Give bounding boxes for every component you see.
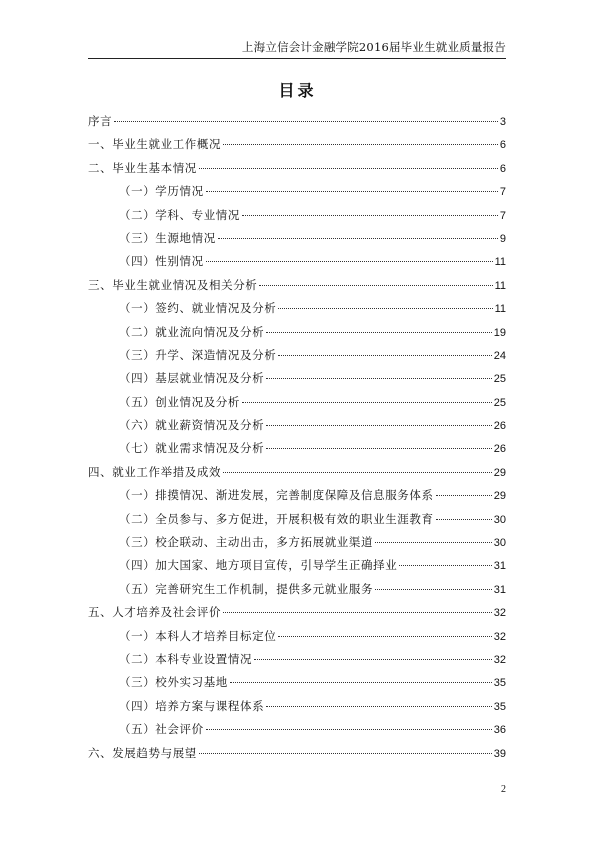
- toc-entry[interactable]: [88, 440, 506, 463]
- toc-dot-leader: [278, 308, 492, 309]
- toc-entry-page: 26: [493, 420, 506, 433]
- toc-entry[interactable]: [88, 136, 506, 159]
- toc-entry-text: （三）校外实习基地: [119, 675, 228, 690]
- toc-entry-page: 11: [494, 279, 506, 292]
- toc-dot-leader: [266, 332, 492, 333]
- toc-entry-text: （七）就业需求情况及分析: [119, 441, 265, 456]
- toc-entry-text: （二）就业流向情况及分析: [119, 324, 265, 339]
- toc-entry[interactable]: [88, 557, 506, 580]
- toc-entry-page: 7: [499, 209, 506, 222]
- toc-dot-leader: [266, 706, 492, 707]
- toc-entry[interactable]: [88, 745, 506, 768]
- toc-entry-page: 19: [493, 326, 506, 339]
- toc-entry-text: 序言: [88, 114, 113, 128]
- toc-entry[interactable]: [88, 604, 506, 627]
- toc-entry-page: 6: [499, 139, 506, 152]
- toc-dot-leader: [230, 682, 492, 683]
- toc-entry-text: （五）完善研究生工作机制，提供多元就业服务: [119, 581, 374, 596]
- toc-dot-leader: [223, 612, 492, 613]
- toc-entry-page: 24: [493, 349, 506, 362]
- toc-entry-text: （二）全员参与、多方促进，开展积极有效的职业生涯教育: [119, 511, 434, 526]
- toc-dot-leader: [436, 495, 492, 496]
- toc-dot-leader: [278, 636, 491, 637]
- toc-entry[interactable]: [88, 253, 506, 276]
- toc-dot-leader: [223, 144, 498, 145]
- toc-entry[interactable]: [88, 628, 506, 651]
- toc-entry-text: 二、毕业生基本情况: [88, 160, 197, 175]
- toc-entry[interactable]: [88, 674, 506, 697]
- toc-entry-text: 六、发展趋势与展望: [88, 745, 197, 760]
- toc-entry-text: （五）社会评价: [119, 722, 204, 737]
- toc-dot-leader: [206, 729, 492, 730]
- toc-entry-page: 35: [493, 700, 506, 713]
- toc-dot-leader: [242, 215, 498, 216]
- toc-entry-text: （四）基层就业情况及分析: [119, 371, 265, 386]
- toc-entry-page: 29: [493, 466, 506, 479]
- toc-dot-leader: [114, 121, 498, 122]
- toc-entry[interactable]: [88, 207, 506, 230]
- toc-dot-leader: [278, 355, 491, 356]
- toc-entry-text: （一）排摸情况、渐进发展，完善制度保障及信息服务体系: [119, 488, 434, 503]
- toc-entry-page: 30: [493, 513, 506, 526]
- toc-entry-text: （三）生源地情况: [119, 230, 216, 245]
- toc-entry-page: 11: [494, 303, 506, 316]
- toc-entry-text: 四、就业工作举措及成效: [88, 464, 222, 479]
- toc-dot-leader: [266, 378, 492, 379]
- toc-entry[interactable]: [88, 347, 506, 370]
- toc-dot-leader: [259, 285, 492, 286]
- toc-entry[interactable]: [88, 511, 506, 534]
- toc-entry-text: （三）升学、深造情况及分析: [119, 347, 277, 362]
- toc-entry-page: 9: [499, 232, 506, 245]
- toc-entry-text: （六）就业薪资情况及分析: [119, 418, 265, 433]
- toc-entry[interactable]: [88, 698, 506, 721]
- table-of-contents: [88, 113, 506, 768]
- toc-entry-text: （四）培养方案与课程体系: [119, 698, 265, 713]
- toc-dot-leader: [375, 589, 492, 590]
- toc-entry[interactable]: [88, 417, 506, 440]
- page-number: 2: [501, 784, 506, 795]
- toc-entry-page: 11: [494, 256, 506, 269]
- toc-entry-page: 25: [493, 396, 506, 409]
- toc-dot-leader: [266, 425, 492, 426]
- toc-entry-text: （五）创业情况及分析: [119, 394, 240, 409]
- toc-entry-page: 32: [493, 630, 506, 643]
- header-divider: [88, 58, 506, 59]
- toc-entry[interactable]: [88, 113, 506, 136]
- toc-entry-page: 32: [493, 653, 506, 666]
- toc-entry[interactable]: [88, 183, 506, 206]
- toc-entry[interactable]: [88, 534, 506, 557]
- toc-entry[interactable]: [88, 394, 506, 417]
- toc-entry-page: 6: [499, 162, 506, 175]
- toc-entry[interactable]: [88, 721, 506, 744]
- toc-entry-text: （一）签约、就业情况及分析: [119, 301, 277, 316]
- toc-entry-text: （四）性别情况: [119, 254, 204, 269]
- toc-entry[interactable]: [88, 651, 506, 674]
- toc-entry-text: 五、人才培养及社会评价: [88, 605, 222, 620]
- toc-entry-page: 35: [493, 677, 506, 690]
- toc-dot-leader: [223, 472, 492, 473]
- toc-entry-text: 一、毕业生就业工作概况: [88, 137, 222, 152]
- toc-dot-leader: [375, 542, 492, 543]
- toc-entry[interactable]: [88, 277, 506, 300]
- page-header: 上海立信会计金融学院2016届毕业生就业质量报告: [241, 40, 506, 54]
- toc-title: 目录: [278, 81, 317, 100]
- toc-entry-page: 3: [499, 116, 506, 128]
- toc-entry[interactable]: [88, 464, 506, 487]
- toc-entry[interactable]: [88, 581, 506, 604]
- toc-entry[interactable]: [88, 230, 506, 253]
- toc-entry-page: 31: [493, 583, 506, 596]
- toc-entry-text: （二）学科、专业情况: [119, 207, 240, 222]
- toc-dot-leader: [206, 191, 498, 192]
- toc-entry-page: 25: [493, 373, 506, 386]
- toc-dot-leader: [199, 168, 498, 169]
- toc-dot-leader: [218, 238, 498, 239]
- toc-entry-page: 29: [493, 490, 506, 503]
- toc-entry-text: （三）校企联动、主动出击，多方拓展就业渠道: [119, 535, 374, 550]
- toc-entry-page: 39: [493, 747, 506, 760]
- toc-entry-page: 7: [499, 186, 506, 199]
- toc-entry[interactable]: [88, 160, 506, 183]
- toc-entry[interactable]: [88, 300, 506, 323]
- toc-dot-leader: [199, 753, 492, 754]
- toc-entry-page: 30: [493, 537, 506, 550]
- toc-dot-leader: [436, 519, 492, 520]
- toc-entry-text: （一）本科人才培养目标定位: [119, 628, 277, 643]
- toc-entry[interactable]: [88, 324, 506, 347]
- toc-dot-leader: [399, 565, 491, 566]
- toc-entry-page: 26: [493, 443, 506, 456]
- toc-entry-text: （四）加大国家、地方项目宣传，引导学生正确择业: [119, 558, 398, 573]
- toc-entry-page: 32: [493, 607, 506, 620]
- toc-entry[interactable]: [88, 370, 506, 393]
- toc-entry-text: 三、毕业生就业情况及相关分析: [88, 277, 258, 292]
- toc-dot-leader: [242, 402, 492, 403]
- toc-dot-leader: [254, 659, 492, 660]
- toc-entry-page: 31: [493, 560, 506, 573]
- toc-dot-leader: [206, 261, 493, 262]
- toc-dot-leader: [266, 448, 492, 449]
- toc-entry-text: （二）本科专业设置情况: [119, 651, 253, 666]
- toc-entry-page: 36: [493, 724, 506, 737]
- toc-entry-text: （一）学历情况: [119, 184, 204, 199]
- toc-entry[interactable]: [88, 487, 506, 510]
